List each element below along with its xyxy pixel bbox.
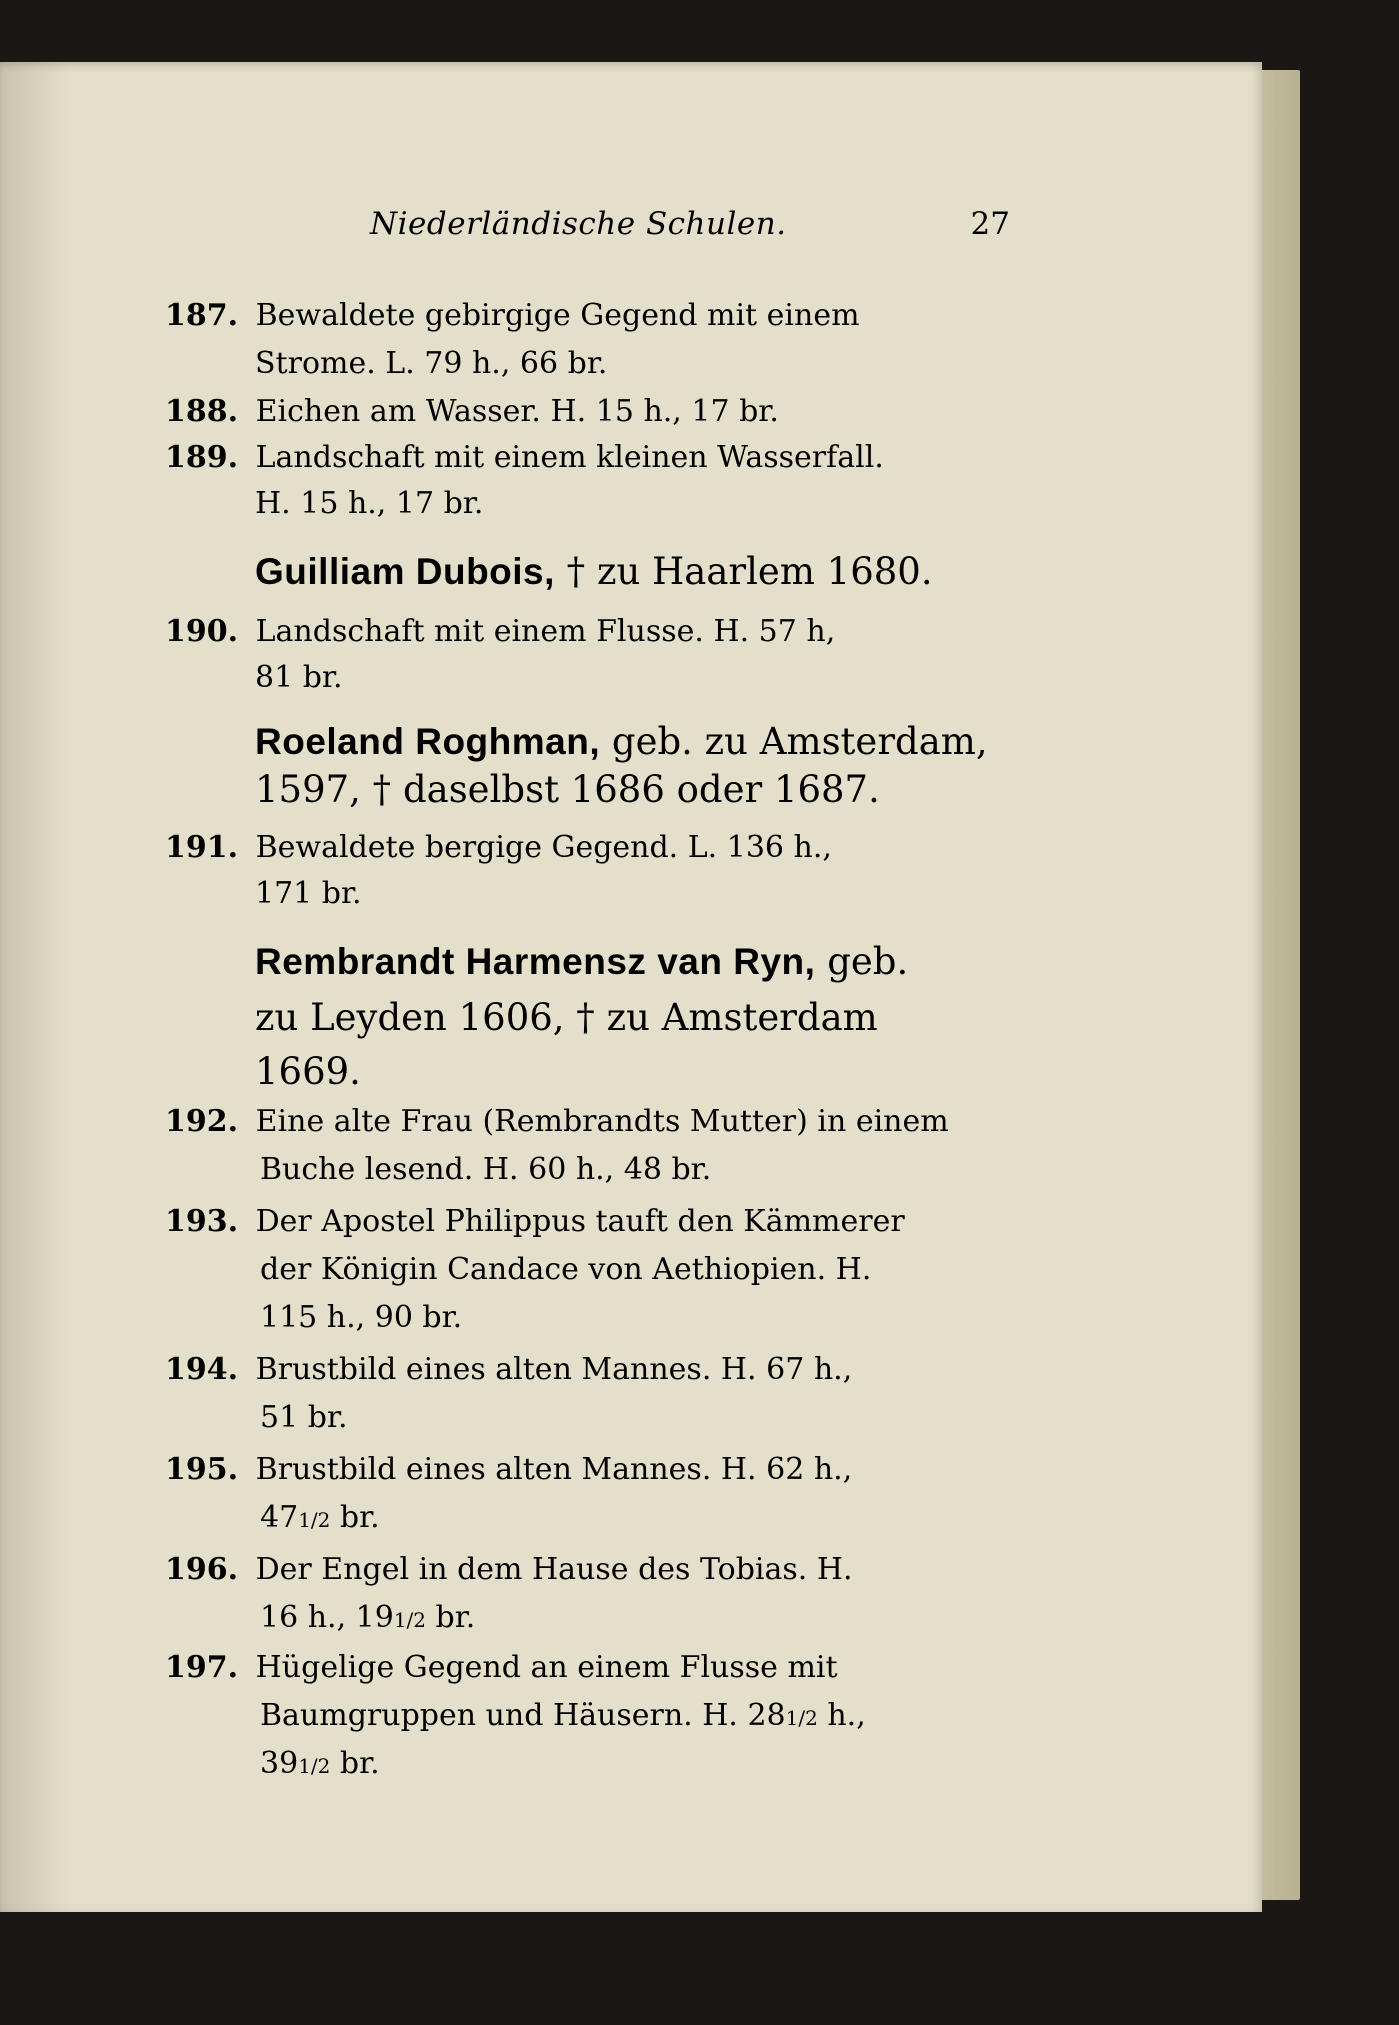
artist-dates: geb. (815, 940, 909, 983)
page-header (370, 206, 1010, 250)
entry-193-cont: der Königin Candace von Aethiopien. H. (260, 1252, 872, 1287)
entry-text: Landschaft mit einem kleinen Wasserfall. (255, 440, 884, 475)
entry-196 (165, 1552, 853, 1587)
text-part: Baumgruppen und Häusern. H. 28 (260, 1698, 786, 1733)
entry-197 (165, 1650, 838, 1685)
text-part: br. (330, 1500, 380, 1535)
entry-188 (165, 394, 779, 429)
artist-heading-rembrandt (255, 940, 908, 983)
entry-text: Brustbild eines alten Mannes. H. 62 h., (255, 1452, 853, 1487)
entry-195 (165, 1452, 852, 1487)
fraction: 1/2 (393, 1608, 427, 1632)
entry-194-cont: 51 br. (260, 1400, 348, 1435)
entry-number: 197. (165, 1650, 239, 1685)
entry-195-cont (260, 1500, 380, 1535)
entry-text: Hügelige Gegend an einem Flusse mit (255, 1650, 838, 1685)
artist-rembrandt-cont: zu Leyden 1606, † zu Amsterdam (255, 996, 878, 1039)
running-title: Niederländische Schulen. (370, 206, 787, 242)
entry-number: 196. (165, 1552, 239, 1587)
text-part: br. (426, 1600, 476, 1635)
entry-number: 195. (165, 1452, 239, 1487)
book-page (0, 62, 1262, 1912)
entry-196-cont (260, 1600, 475, 1635)
fraction: 1/2 (298, 1754, 331, 1778)
entry-text: Eichen am Wasser. H. 15 h., 17 br. (255, 394, 779, 429)
text-part: h., (817, 1698, 866, 1733)
entry-number: 188. (165, 394, 239, 429)
entry-text: Der Engel in dem Hause des Tobias. H. (255, 1552, 853, 1587)
entry-189-cont: H. 15 h., 17 br. (255, 486, 484, 521)
entry-text: Bewaldete gebirgige Gegend mit einem (255, 298, 860, 333)
entry-190-cont: 81 br. (255, 660, 343, 695)
text-part: 39 (260, 1746, 299, 1781)
fraction: 1/2 (298, 1508, 331, 1532)
text-part: 47 (260, 1500, 299, 1535)
artist-rembrandt-cont2: 1669. (255, 1050, 361, 1093)
entry-number: 191. (165, 830, 239, 865)
entry-189 (165, 440, 884, 475)
entry-number: 193. (165, 1204, 239, 1239)
artist-roghman-cont: 1597, † daselbst 1686 oder 1687. (255, 768, 880, 811)
artist-heading-dubois (255, 550, 933, 593)
entry-text: Der Apostel Philippus tauft den Kämmerer (255, 1204, 905, 1239)
entry-192-cont: Buche lesend. H. 60 h., 48 br. (260, 1152, 712, 1187)
artist-dates: geb. zu Amsterdam, (600, 720, 988, 763)
text-part: 16 h., 19 (260, 1600, 394, 1635)
gutter-shadow (0, 62, 70, 1912)
entry-197-cont2 (260, 1746, 380, 1781)
entry-193-cont2: 115 h., 90 br. (260, 1300, 463, 1335)
entry-197-cont (260, 1698, 866, 1733)
artist-name: Guilliam Dubois, (255, 551, 555, 592)
entry-text: Landschaft mit einem Flusse. H. 57 h, (255, 614, 836, 649)
entry-187 (165, 298, 860, 333)
artist-heading-roghman (255, 720, 988, 763)
entry-187-cont: Strome. L. 79 h., 66 br. (255, 346, 608, 381)
entry-number: 187. (165, 298, 239, 333)
entry-number: 189. (165, 440, 239, 475)
entry-191 (165, 830, 832, 865)
entry-194 (165, 1352, 852, 1387)
entry-number: 192. (165, 1104, 239, 1139)
entry-text: Bewaldete bergige Gegend. L. 136 h., (255, 830, 832, 865)
text-part: br. (330, 1746, 380, 1781)
entry-192 (165, 1104, 949, 1139)
entry-193 (165, 1204, 905, 1239)
entry-number: 194. (165, 1352, 239, 1387)
page-number: 27 (970, 206, 1010, 242)
artist-name: Roeland Roghman, (255, 721, 601, 762)
artist-name: Rembrandt Harmensz van Ryn, (255, 941, 816, 982)
entry-text: Eine alte Frau (Rembrandts Mutter) in einem (255, 1104, 949, 1139)
entry-190 (165, 614, 835, 649)
artist-dates: † zu Haarlem 1680. (554, 550, 933, 593)
fraction: 1/2 (785, 1706, 818, 1730)
entry-number: 190. (165, 614, 239, 649)
entry-text: Brustbild eines alten Mannes. H. 67 h., (255, 1352, 853, 1387)
entry-191-cont: 171 br. (255, 876, 362, 911)
